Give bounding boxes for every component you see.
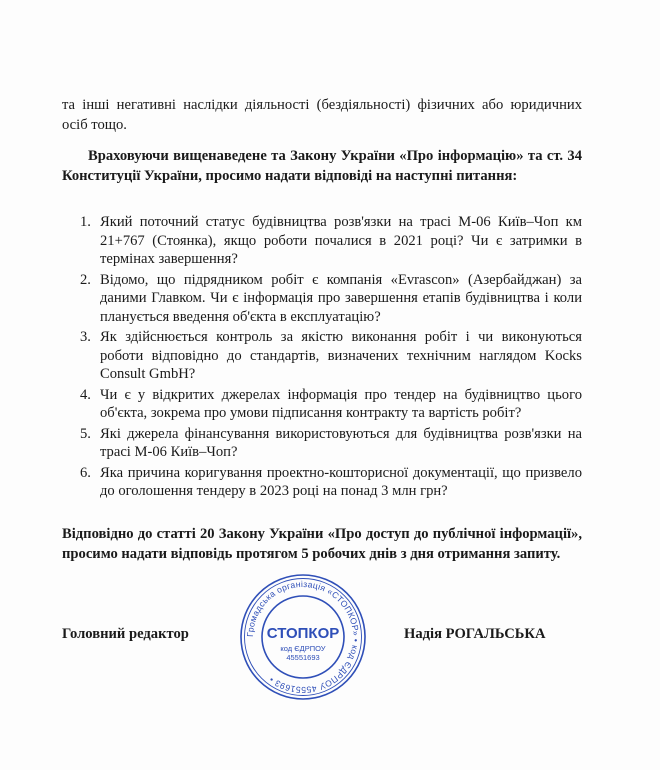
legal-paragraph: Відповідно до статті 20 Закону України «Про доступ до публічної інформації», просимо надати відповідь протягом 5 робочих днів з дня отримання запиту. (62, 526, 582, 562)
question-number: 4. (80, 386, 91, 403)
question-item (62, 328, 582, 384)
stamp-outer-text: Громадська організація «СТОПКОР» • код ЄДРПОУ 45551693 • (244, 578, 362, 696)
question-number: 3. (80, 329, 91, 345)
lead-paragraph: Враховуючи вищенаведене та Закону України «Про інформацію» та ст. 34 Конституції України, просимо надати відповіді на наступні питання: (62, 148, 582, 184)
question-item (62, 425, 582, 462)
organization-stamp (238, 572, 368, 702)
question-text: Відомо, що підрядником робіт є компанія «Evrascon» (Азербайджан) за даними Главком. Чи є інформація про завершення етапів будівництва і коли планується введення об'єкта в експлуатацію? (100, 271, 582, 325)
question-number: 1. (80, 214, 91, 230)
question-item (62, 271, 582, 327)
question-text: Яка причина коригування проектно-кошторисної документації, що призвело до оголошення тендеру в 2023 році на понад 3 млн грн? (100, 464, 582, 499)
intro-paragraph: та інші негативні наслідки діяльності (бездіяльності) фізичних або юридичних осіб тощо. (62, 97, 582, 133)
signer-role: Головний редактор (62, 626, 189, 642)
stamp-code-label: код ЄДРПОУ (280, 644, 326, 653)
question-text: Чи є у відкритих джерелах інформація про тендер на будівництво цього об'єкта, зокрема про умови підписання контракту та вартість робіт? (100, 386, 582, 421)
question-item (62, 213, 582, 269)
question-number: 2. (80, 271, 91, 288)
question-text: Який поточний статус будівництва розв'язки на трасі М-06 Київ–Чоп км 21+767 (Стоянка), якщо роботи почалися в 2021 році? Чи є затримки в термінах завершення? (100, 214, 582, 267)
signer-name: Надія РОГАЛЬСЬКА (404, 626, 546, 642)
question-item (62, 464, 582, 501)
question-number: 5. (80, 425, 91, 442)
question-text: Які джерела фінансування використовуються для будівництва розв'язки на трасі М-06 Київ–Чоп? (100, 425, 582, 460)
question-item (62, 386, 582, 423)
stamp-center-title: СТОПКОР (266, 625, 340, 642)
questions-list (62, 213, 582, 503)
question-text: Як здійснюється контроль за якістю виконання робіт і чи виконуються роботи відповідно до стандартів, визначених технічним наглядом Kocks Consult GmbH? (100, 329, 582, 382)
stamp-code: 45551693 (286, 653, 320, 662)
question-number: 6. (80, 464, 91, 481)
